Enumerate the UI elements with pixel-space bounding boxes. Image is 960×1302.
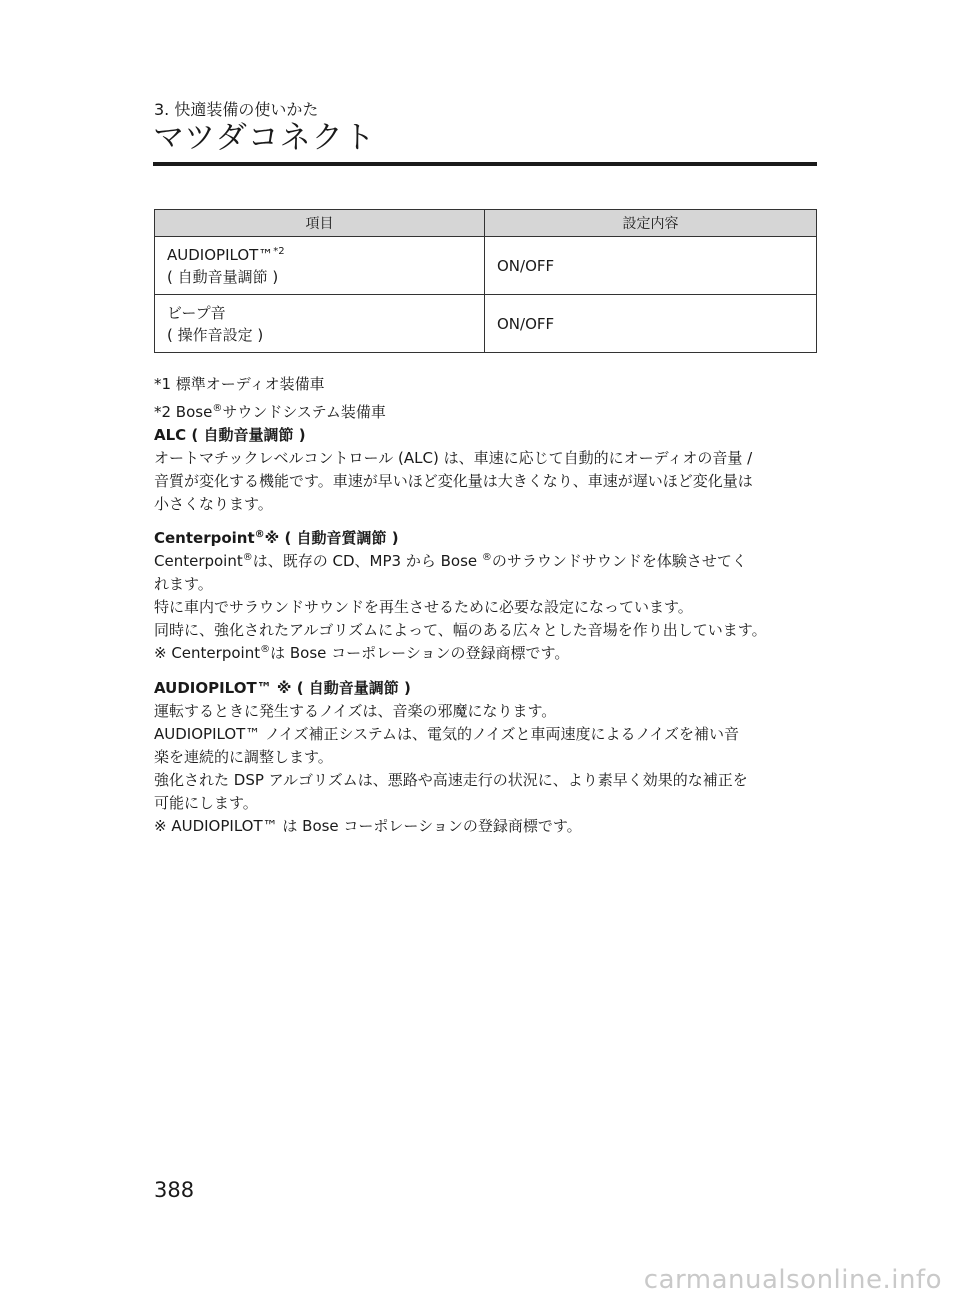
- audiopilot-body-line: 可能にします。: [154, 794, 258, 812]
- title-divider: [153, 162, 817, 166]
- table-cell-value: ON/OFF: [485, 295, 817, 353]
- centerpoint-body-line: [154, 550, 824, 573]
- table-header-value: 設定内容: [485, 210, 817, 237]
- page-title: マツダコネクト: [153, 120, 376, 156]
- settings-table: [154, 209, 817, 353]
- centerpoint-heading-rest: ※ ( 自動音質調節 ): [264, 529, 399, 547]
- registered-mark: ®: [481, 552, 492, 563]
- table-cell-item: [155, 295, 485, 353]
- centerpoint-body-line: 特に車内でサラウンドサウンドを再生させるために必要な設定になっています。: [154, 598, 693, 616]
- centerpoint-body-line: れます。: [154, 575, 213, 593]
- audiopilot-body-line: 強化された DSP アルゴリズムは、悪路や高速走行の状況に、より素早く効果的な補正を: [154, 771, 748, 789]
- centerpoint-section: [154, 527, 824, 665]
- registered-mark: ®: [260, 644, 271, 655]
- footnote-2-suffix: サウンドシステム装備車: [222, 403, 386, 421]
- audiopilot-body-line: 楽を連続的に調整します。: [154, 748, 333, 766]
- centerpoint-text: ※ Centerpoint: [154, 644, 261, 662]
- footnotes: [154, 370, 386, 426]
- item-description: ( 操作音設定 ): [167, 325, 264, 344]
- centerpoint-heading-name: Centerpoint: [154, 529, 255, 547]
- centerpoint-body-line: 同時に、強化されたアルゴリズムによって、幅のある広々とした音場を作り出しています。: [154, 621, 767, 639]
- item-name: AUDIOPILOT™: [167, 245, 274, 264]
- centerpoint-text: Centerpoint: [154, 552, 243, 570]
- item-description: ( 自動音量調節 ): [167, 267, 279, 286]
- section-label: 3. 快適装備の使いかた: [154, 100, 319, 119]
- footnote-2: [154, 398, 386, 426]
- alc-heading: ALC ( 自動音量調節 ): [154, 426, 306, 444]
- page-number: 388: [154, 1178, 195, 1202]
- audiopilot-heading: AUDIOPILOT™ ※ ( 自動音量調節 ): [154, 679, 411, 697]
- audiopilot-section: [154, 677, 824, 838]
- centerpoint-text: は Bose コーポレーションの登録商標です。: [270, 644, 570, 662]
- watermark: carmanualsonline.info: [643, 1265, 942, 1295]
- table-row: [155, 295, 817, 353]
- centerpoint-text: は、既存の CD、MP3 から Bose: [252, 552, 482, 570]
- item-name: ビープ音: [167, 303, 226, 322]
- centerpoint-heading: [154, 527, 824, 550]
- footnote-marker: *2: [273, 245, 285, 257]
- audiopilot-body-line: AUDIOPILOT™ ノイズ補正システムは、電気的ノイズと車両速度によるノイズを補い音: [154, 725, 740, 743]
- registered-mark: ®: [254, 529, 265, 540]
- alc-section: [154, 424, 824, 516]
- centerpoint-text: のサラウンドサウンドを体験させてく: [491, 552, 747, 570]
- audiopilot-body-line: ※ AUDIOPILOT™ は Bose コーポレーションの登録商標です。: [154, 817, 582, 835]
- table-cell-item: [155, 237, 485, 295]
- alc-body-line: 小さくなります。: [154, 495, 273, 513]
- footnote-1: *1 標準オーディオ装備車: [154, 375, 325, 393]
- registered-mark: ®: [212, 403, 223, 414]
- audiopilot-body-line: 運転するときに発生するノイズは、音楽の邪魔になります。: [154, 702, 557, 720]
- alc-body-line: 音質が変化する機能です。車速が早いほど変化量は大きくなり、車速が遅いほど変化量は: [154, 472, 753, 490]
- table-row: [155, 237, 817, 295]
- table-header-item: 項目: [155, 210, 485, 237]
- footnote-2-prefix: *2 Bose: [154, 403, 213, 421]
- centerpoint-body-line: [154, 642, 824, 665]
- alc-body-line: オートマチックレベルコントロール (ALC) は、車速に応じて自動的にオーディオの音量 /: [154, 449, 753, 467]
- registered-mark: ®: [242, 552, 253, 563]
- table-header-row: [155, 210, 817, 237]
- table-cell-value: ON/OFF: [485, 237, 817, 295]
